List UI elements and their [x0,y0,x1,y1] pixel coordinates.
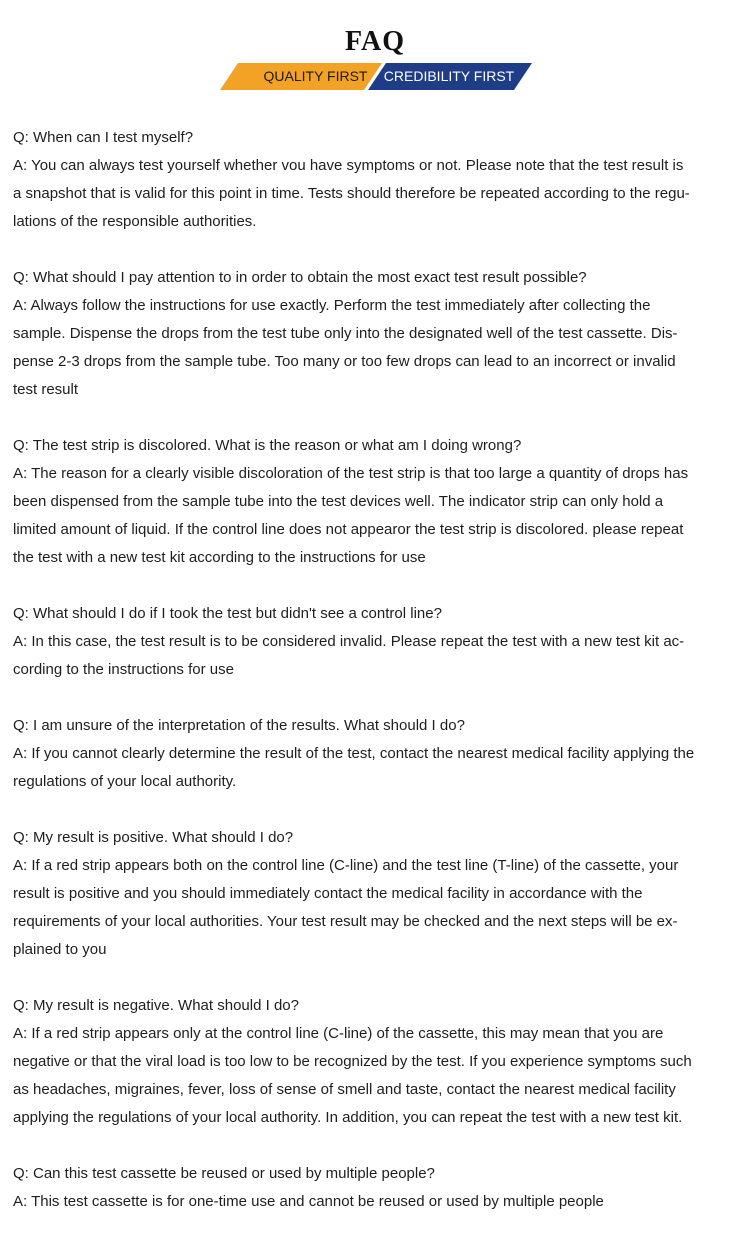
faq-question: Q: The test strip is discolored. What is the reason or what am I doing wrong? [13,437,522,454]
faq-answer-line: A: If a red strip appears only at the control line (C-line) of the cassette, this may mean that you are [13,1025,664,1042]
faq-answer-line: A: You can always test yourself whether vou have symptoms or not. Please note that the test result is [13,157,684,174]
faq-question: Q: What should I pay attention to in order to obtain the most exact test result possible? [13,269,587,286]
faq-answer-line: result is positive and you should immediately contact the medical facility in accordance with the [13,885,643,902]
faq-question: Q: When can I test myself? [13,129,194,146]
faq-answer-line: negative or that the viral load is too low to be recognized by the test. If you experience symptoms such [13,1053,692,1070]
faq-answer-line: limited amount of liquid. If the control line does not appearor the test strip is discolored. please repeat [13,521,684,538]
faq-question: Q: I am unsure of the interpretation of the results. What should I do? [13,717,465,734]
faq-item [13,712,743,796]
faq-list [13,124,743,1244]
faq-item [13,1160,743,1216]
faq-answer-line: plained to you [13,941,107,958]
faq-answer-line: requirements of your local authorities. Your test result may be checked and the next steps will be ex- [13,913,678,930]
faq-answer-line: A: In this case, the test result is to be considered invalid. Please repeat the test with a new test kit ac- [13,633,685,650]
faq-answer-line: applying the regulations of your local authority. In addition, you can repeat the test with a new test kit. [13,1109,683,1126]
faq-item [13,264,743,404]
faq-item [13,432,743,572]
faq-answer-line: A: If a red strip appears both on the control line (C-line) and the test line (T-line) of the cassette, your [13,857,679,874]
faq-answer-line: A: If you cannot clearly determine the result of the test, contact the nearest medical facility applying the [13,745,695,762]
faq-item [13,824,743,964]
page-header [0,0,750,100]
faq-item [13,124,743,236]
faq-answer-line: a snapshot that is valid for this point in time. Tests should therefore be repeated according to the regu- [13,185,690,202]
faq-answer-line: sample. Dispense the drops from the test tube only into the designated well of the test cassette. Dis- [13,325,678,342]
faq-question: Q: My result is negative. What should I do? [13,997,299,1014]
faq-answer-line: the test with a new test kit according to the instructions for use [13,549,426,566]
faq-answer-line: regulations of your local authority. [13,773,237,790]
faq-answer-line: A: The reason for a clearly visible discoloration of the test strip is that too large a quantity of drops has [13,465,689,482]
faq-question: Q: What should I do if I took the test but didn't see a control line? [13,605,442,622]
faq-item [13,600,743,684]
faq-answer-line: lations of the responsible authorities. [13,213,257,230]
faq-answer-line: A: Always follow the instructions for use exactly. Perform the test immediately after collecting the [13,297,651,314]
faq-question: Q: Can this test cassette be reused or used by multiple people? [13,1165,435,1182]
faq-answer-line: been dispensed from the sample tube into the test devices well. The indicator strip can only hold a [13,493,664,510]
faq-answer-line: pense 2-3 drops from the sample tube. Too many or too few drops can lead to an incorrect or invalid [13,353,676,370]
faq-item [13,992,743,1132]
faq-question: Q: My result is positive. What should I do? [13,829,294,846]
page-title: FAQ [344,26,406,57]
banner-left-label: QUALITY FIRST [263,68,368,84]
slogan-banner [220,63,532,90]
faq-answer-line: test result [13,381,79,398]
banner-right-label: CREDIBILITY FIRST [383,68,515,84]
faq-answer-line: A: This test cassette is for one-time use and cannot be reused or used by multiple people [13,1193,604,1210]
faq-answer-line: cording to the instructions for use [13,661,234,678]
faq-answer-line: as headaches, migraines, fever, loss of sense of smell and taste, contact the nearest medical facility [13,1081,676,1098]
